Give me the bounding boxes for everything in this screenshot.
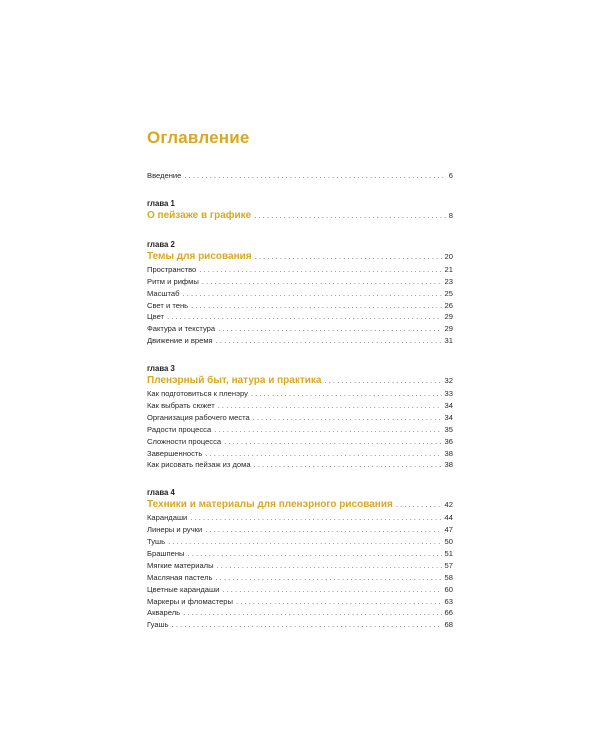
- toc-entry-page: 23: [444, 276, 453, 286]
- dot-leader: [217, 560, 442, 572]
- dot-leader: [254, 209, 446, 223]
- dot-leader: [218, 323, 441, 335]
- toc-entry-label: Акварель: [147, 608, 181, 618]
- chapter-title: Техники и материалы для пленэрного рисования: [147, 499, 393, 511]
- toc-entry-intro[interactable]: [147, 170, 453, 182]
- toc-entry[interactable]: [147, 288, 453, 300]
- toc-entry-label: Масштаб: [147, 288, 180, 298]
- chapter-title-entry[interactable]: [147, 498, 453, 512]
- toc-entry[interactable]: [147, 536, 453, 548]
- toc-entry-page: 31: [444, 336, 453, 346]
- chapter-label: глава 2: [147, 239, 175, 249]
- toc-entry-label: Мягкие материалы: [147, 560, 214, 570]
- chapter-section: [147, 198, 453, 223]
- toc-entry-page: 68: [444, 620, 453, 630]
- toc-entry-label: Цвет: [147, 312, 165, 322]
- toc-entry-page: 21: [444, 264, 453, 274]
- toc-entry-page: 51: [444, 549, 453, 559]
- toc-entry-page: 63: [444, 596, 453, 606]
- chapters-list: [147, 198, 453, 631]
- toc-entry[interactable]: [147, 607, 453, 619]
- toc-entry-label: Ритм и рифмы: [147, 276, 199, 286]
- toc-entry-label: Как рисовать пейзаж из дома: [147, 460, 251, 470]
- chapter-title: Пленэрный быт, натура и практика: [147, 375, 322, 387]
- toc-entry[interactable]: [147, 388, 453, 400]
- toc-entry[interactable]: [147, 596, 453, 608]
- dot-leader: [168, 536, 441, 548]
- dot-leader: [172, 619, 442, 631]
- toc-entry-label: Радости процесса: [147, 424, 212, 434]
- chapter-page: 20: [444, 251, 453, 261]
- toc-entry-label: Маркеры и фломастеры: [147, 596, 233, 606]
- dot-leader: [324, 374, 441, 388]
- toc-entry-page: 25: [444, 288, 453, 298]
- toc-entry-page: 38: [444, 460, 453, 470]
- chapter-title-entry[interactable]: [147, 209, 453, 223]
- toc-entry[interactable]: [147, 572, 453, 584]
- dot-leader: [183, 288, 442, 300]
- toc-entry-label: Свет и тень: [147, 300, 189, 310]
- dot-leader: [218, 400, 442, 412]
- toc-entry-page: 34: [444, 412, 453, 422]
- dot-leader: [255, 250, 442, 264]
- toc-entry-label: Масляная пастель: [147, 572, 213, 582]
- toc-entry[interactable]: [147, 400, 453, 412]
- chapter-title-entry[interactable]: [147, 374, 453, 388]
- chapter-title-entry[interactable]: [147, 250, 453, 264]
- chapter-section: [147, 239, 453, 347]
- toc-entry-page: 36: [444, 436, 453, 446]
- toc-entry[interactable]: [147, 524, 453, 536]
- toc-entry-label: Гуашь: [147, 620, 169, 630]
- dot-leader: [202, 276, 442, 288]
- chapter-section: [147, 487, 453, 631]
- toc-entry-page: 6: [448, 171, 453, 180]
- toc-entry-page: 38: [444, 448, 453, 458]
- chapter-label: глава 1: [147, 198, 175, 208]
- dot-leader: [199, 264, 441, 276]
- toc-entry-label: Как выбрать сюжет: [147, 401, 215, 411]
- dot-leader: [184, 170, 445, 182]
- toc-entry[interactable]: [147, 459, 453, 471]
- chapter-page: 8: [448, 210, 453, 220]
- toc-entry-label: Фактура и текстура: [147, 324, 216, 334]
- toc-entry-page: 47: [444, 525, 453, 535]
- toc-entry[interactable]: [147, 323, 453, 335]
- chapter-page: 32: [444, 376, 453, 386]
- toc-entry-page: 58: [444, 572, 453, 582]
- dot-leader: [190, 512, 441, 524]
- toc-entry[interactable]: [147, 412, 453, 424]
- dot-leader: [236, 596, 442, 608]
- toc-entry-page: 26: [444, 300, 453, 310]
- toc-entry-page: 57: [444, 560, 453, 570]
- toc-entry[interactable]: [147, 548, 453, 560]
- toc-entry-label: Линеры и ручки: [147, 525, 203, 535]
- chapter-title: О пейзаже в графике: [147, 209, 252, 221]
- dot-leader: [224, 436, 441, 448]
- toc-entry-label: Брашпены: [147, 549, 185, 559]
- toc-entry-page: 44: [444, 513, 453, 523]
- toc-entry[interactable]: [147, 264, 453, 276]
- toc-entry-page: 35: [444, 424, 453, 434]
- toc-entry[interactable]: [147, 300, 453, 312]
- dot-leader: [167, 311, 442, 323]
- toc-entry-label: Организация рабочего места: [147, 412, 250, 422]
- toc-entry[interactable]: [147, 619, 453, 631]
- dot-leader: [251, 388, 442, 400]
- dot-leader: [253, 412, 442, 424]
- chapter-title: Темы для рисования: [147, 250, 252, 262]
- toc-entry[interactable]: [147, 424, 453, 436]
- dot-leader: [396, 498, 442, 512]
- toc-entry-page: 29: [444, 312, 453, 322]
- toc-entry[interactable]: [147, 448, 453, 460]
- dot-leader: [205, 448, 441, 460]
- toc-entry-label: Движение и время: [147, 336, 213, 346]
- toc-entry[interactable]: [147, 512, 453, 524]
- toc-entry[interactable]: [147, 436, 453, 448]
- toc-entry[interactable]: [147, 584, 453, 596]
- toc-entry-label: Завершенность: [147, 448, 203, 458]
- toc-entry-label: Введение: [147, 171, 182, 180]
- toc-entry-page: 60: [444, 584, 453, 594]
- toc-entry[interactable]: [147, 311, 453, 323]
- toc-entry-label: Тушь: [147, 537, 166, 547]
- chapter-page: 42: [444, 500, 453, 510]
- chapter-label: глава 3: [147, 364, 175, 374]
- toc-entry-page: 29: [444, 324, 453, 334]
- dot-leader: [188, 548, 442, 560]
- toc-entry-label: Пространство: [147, 264, 197, 274]
- dot-leader: [214, 424, 441, 436]
- dot-leader: [191, 300, 441, 312]
- toc-entry[interactable]: [147, 335, 453, 347]
- chapter-label: глава 4: [147, 488, 175, 498]
- dot-leader: [183, 607, 441, 619]
- toc-entry[interactable]: [147, 276, 453, 288]
- dot-leader: [254, 459, 442, 471]
- chapter-section: [147, 363, 453, 471]
- dot-leader: [216, 572, 442, 584]
- toc-entry[interactable]: [147, 560, 453, 572]
- toc-entry-label: Карандаши: [147, 513, 188, 523]
- toc-entry-page: 50: [444, 537, 453, 547]
- toc-entry-page: 34: [444, 401, 453, 411]
- toc-entry-label: Как подготовиться к пленэру: [147, 389, 248, 399]
- toc-entry-page: 33: [444, 389, 453, 399]
- toc-entry-page: 66: [444, 608, 453, 618]
- dot-leader: [205, 524, 441, 536]
- toc-title: Оглавление: [147, 128, 250, 147]
- dot-leader: [222, 584, 441, 596]
- dot-leader: [216, 335, 442, 347]
- table-of-contents: [147, 128, 453, 631]
- toc-entry-label: Цветные карандаши: [147, 584, 220, 594]
- toc-entry-label: Сложности процесса: [147, 436, 222, 446]
